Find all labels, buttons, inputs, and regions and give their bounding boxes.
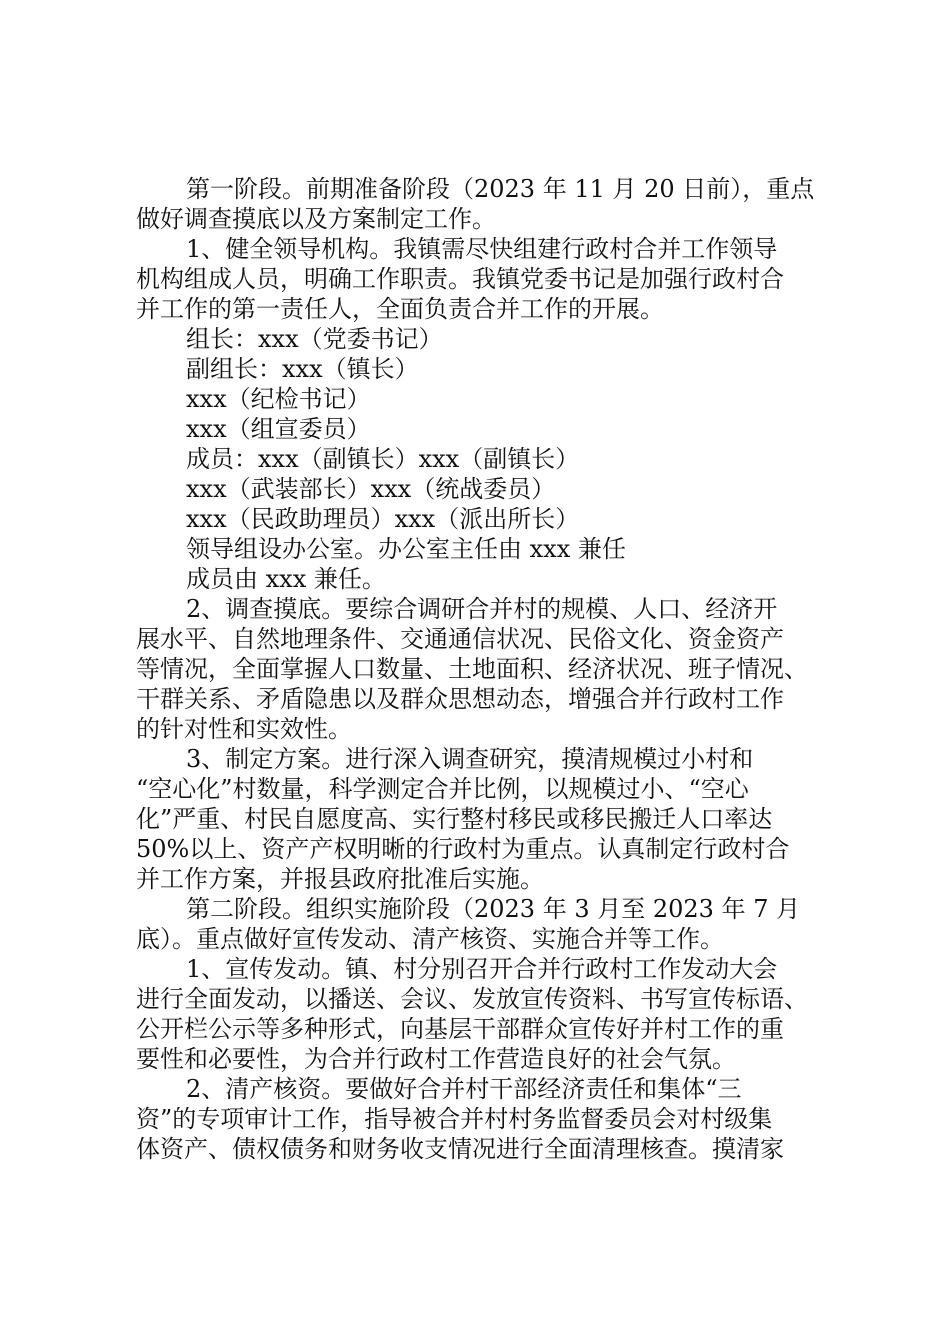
- paragraph-line: 做好调查摸底以及方案制定工作。: [136, 205, 496, 233]
- paragraph-line: 公开栏公示等多种形式，向基层干部群众宣传好并村工作的重: [136, 1015, 784, 1043]
- paragraph-line: 并工作方案，并报县政府批准后实施。: [136, 865, 544, 893]
- paragraph-line: 副组长：xxx（镇长）: [186, 355, 419, 383]
- paragraph-line: 2、清产核资。要做好合并村干部经济责任和集体“三: [186, 1075, 742, 1103]
- paragraph-line: xxx（民政助理员）xxx（派出所长）: [186, 505, 580, 533]
- paragraph-line: 资”的专项审计工作，指导被合并村村务监督委员会对村级集: [136, 1105, 773, 1133]
- paragraph-line: 领导组设办公室。办公室主任由 xxx 兼任: [186, 535, 626, 563]
- paragraph-line: 机构组成人员，明确工作职责。我镇党委书记是加强行政村合: [136, 265, 784, 293]
- paragraph-line: “空心化”村数量，科学测定合并比例，以规模过小、“空心: [136, 775, 749, 803]
- paragraph-line: 体资产、债权债务和财务收支情况进行全面清理核查。摸清家: [136, 1135, 784, 1163]
- paragraph-line: xxx（纪检书记）: [186, 385, 371, 413]
- paragraph-line: 进行全面发动，以播送、会议、发放宣传资料、书写宣传标语、: [136, 985, 808, 1013]
- paragraph-line: 的针对性和实效性。: [136, 715, 352, 743]
- document-body: [136, 174, 836, 1164]
- paragraph-line: 干群关系、矛盾隐患以及群众思想动态，增强合并行政村工作: [136, 685, 784, 713]
- paragraph-line: 并工作的第一责任人，全面负责合并工作的开展。: [136, 295, 664, 323]
- paragraph-line: 成员由 xxx 兼任。: [186, 565, 386, 593]
- paragraph-line: 2、调查摸底。要综合调研合并村的规模、人口、经济开: [186, 595, 778, 623]
- paragraph-line: xxx（组宣委员）: [186, 415, 371, 443]
- paragraph-line: 组长：xxx（党委书记）: [186, 325, 443, 353]
- paragraph-line: 第二阶段。组织实施阶段（2023 年 3 月至 2023 年 7 月: [186, 895, 801, 923]
- paragraph-line: 3、制定方案。进行深入调查研究，摸清规模过小村和: [186, 745, 754, 773]
- paragraph-line: 成员：xxx（副镇长）xxx（副镇长）: [186, 445, 580, 473]
- paragraph-line: 第一阶段。前期准备阶段（2023 年 11 月 20 日前），重点: [186, 175, 815, 203]
- paragraph-line: xxx（武装部长）xxx（统战委员）: [186, 475, 556, 503]
- paragraph-line: 1、宣传发动。镇、村分别召开合并行政村工作发动大会: [186, 955, 778, 983]
- paragraph-line: 50%以上、资产产权明晰的行政村为重点。认真制定行政村合: [136, 835, 790, 863]
- paragraph-line: 要性和必要性，为合并行政村工作营造良好的社会气氛。: [136, 1045, 736, 1073]
- paragraph-line: 1、健全领导机构。我镇需尽快组建行政村合并工作领导: [186, 235, 778, 263]
- paragraph-line: 等情况，全面掌握人口数量、土地面积、经济状况、班子情况、: [136, 655, 808, 683]
- paragraph-line: 化”严重、村民自愿度高、实行整村移民或移民搬迁人口率达: [136, 805, 773, 833]
- paragraph-line: 展水平、自然地理条件、交通通信状况、民俗文化、资金资产: [136, 625, 784, 653]
- paragraph-line: 底）。重点做好宣传发动、清产核资、实施合并等工作。: [136, 925, 724, 953]
